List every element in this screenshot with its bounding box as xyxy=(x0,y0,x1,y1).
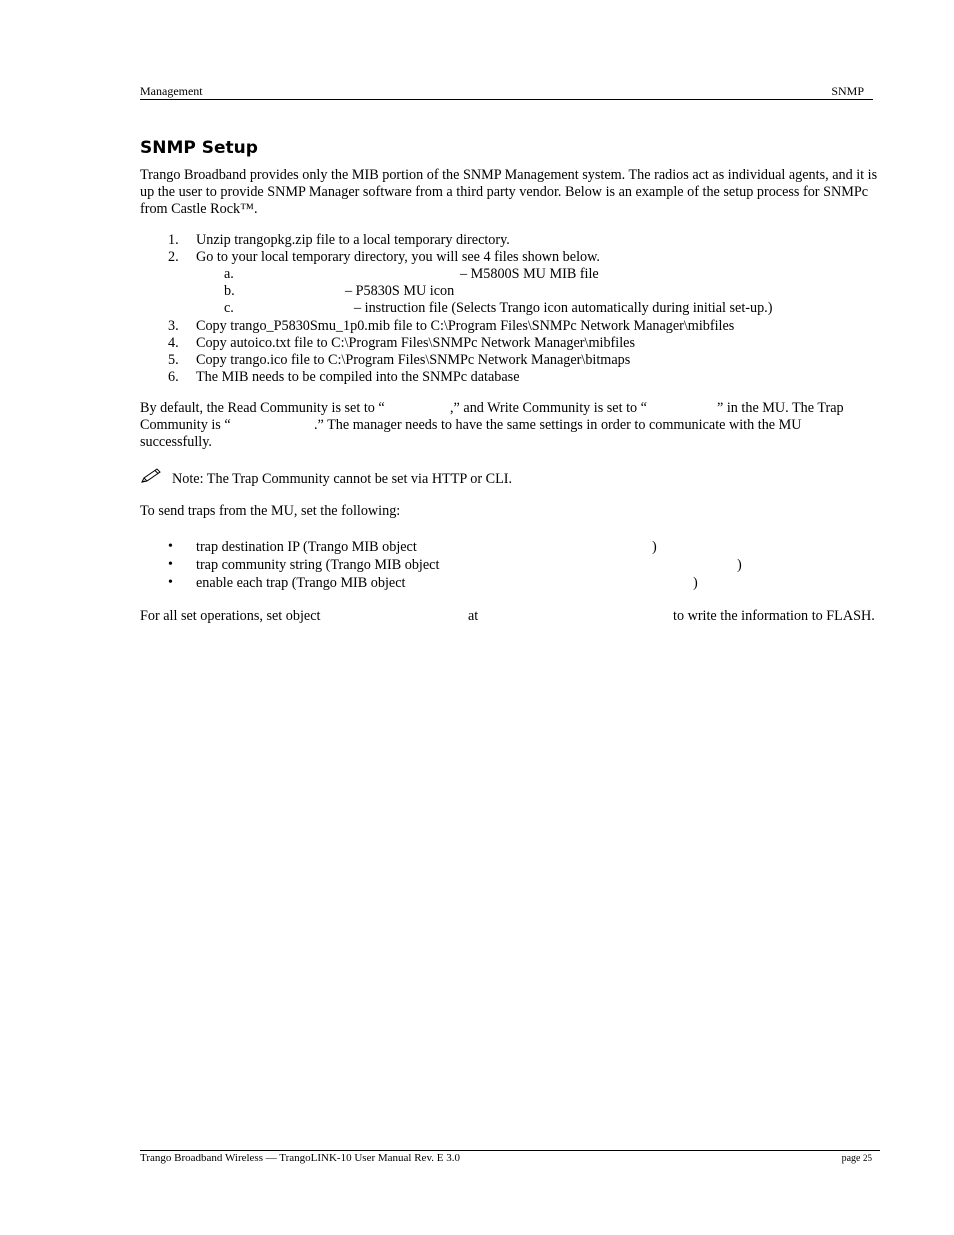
step-text: Copy trango_P5830Smu_1p0.mib file to C:\Program Files\SNMPc Network Manager\mibfiles xyxy=(196,318,735,334)
section-title: SNMP Setup xyxy=(140,138,258,158)
substep-letter: b. xyxy=(224,283,235,299)
bullet-text: trap destination IP (Trango MIB object xyxy=(196,539,417,555)
set-ops-text: at xyxy=(468,608,479,624)
header-section-label: Management xyxy=(140,84,203,98)
intro-paragraph: Trango Broadband provides only the MIB portion of the SNMP Management system. The radios act as individual agents, and it is up the user to provide SNMP Manager software from a third party vendor. Below is an example of the setup process for SNMPc from Castle Rock™. xyxy=(140,167,878,217)
bullet-dot: • xyxy=(168,539,173,554)
substep-letter: c. xyxy=(224,300,234,316)
page-number: 25 xyxy=(863,1153,872,1163)
bullet-dot: • xyxy=(168,575,173,590)
bullet-text: trap community string (Trango MIB object xyxy=(196,557,440,573)
substep-text: – P5830S MU icon xyxy=(345,283,455,299)
step-number: 6. xyxy=(168,369,179,385)
substep-text: – M5800S MU MIB file xyxy=(460,266,599,282)
pencil-icon xyxy=(140,468,162,484)
step-text: Copy trango.ico file to C:\Program Files\SNMPc Network Manager\bitmaps xyxy=(196,352,631,368)
note-text: Note: The Trap Community cannot be set via HTTP or CLI. xyxy=(172,471,513,487)
bullet-text: enable each trap (Trango MIB object xyxy=(196,575,406,591)
step-text: The MIB needs to be compiled into the SNMPc database xyxy=(196,369,520,385)
footer-title: Trango Broadband Wireless — TrangoLINK-10 User Manual Rev. E 3.0 xyxy=(140,1152,460,1164)
bullet-close: ) xyxy=(652,539,657,555)
bullet-close: ) xyxy=(737,557,742,573)
step-number: 1. xyxy=(168,232,179,248)
step-number: 2. xyxy=(168,249,179,265)
page-header xyxy=(140,84,873,100)
community-text: Community is “ xyxy=(140,417,231,433)
step-number: 4. xyxy=(168,335,179,351)
traps-intro: To send traps from the MU, set the following: xyxy=(140,503,401,519)
set-ops-text: For all set operations, set object xyxy=(140,608,321,624)
page-footer xyxy=(140,1150,880,1164)
bullet-dot: • xyxy=(168,557,173,572)
bullet-close: ) xyxy=(693,575,698,591)
set-ops-text: to write the information to FLASH. xyxy=(673,608,875,624)
header-chapter-label: SNMP xyxy=(831,84,864,98)
community-text: ” in the MU. The Trap xyxy=(717,400,844,416)
step-text: Unzip trangopkg.zip file to a local temporary directory. xyxy=(196,232,510,248)
substep-text: – instruction file (Selects Trango icon automatically during initial set-up.) xyxy=(354,300,773,316)
step-number: 5. xyxy=(168,352,179,368)
step-text: Go to your local temporary directory, you will see 4 files shown below. xyxy=(196,249,600,265)
community-text: .” The manager needs to have the same settings in order to communicate with the MU xyxy=(314,417,802,433)
community-text: By default, the Read Community is set to “ xyxy=(140,400,385,416)
community-text: successfully. xyxy=(140,434,212,450)
step-number: 3. xyxy=(168,318,179,334)
step-text: Copy autoico.txt file to C:\Program Files\SNMPc Network Manager\mibfiles xyxy=(196,335,635,351)
page-label: page xyxy=(841,1153,861,1164)
footer-page xyxy=(842,1153,872,1164)
substep-letter: a. xyxy=(224,266,234,282)
community-text: ,” and Write Community is set to “ xyxy=(450,400,647,416)
